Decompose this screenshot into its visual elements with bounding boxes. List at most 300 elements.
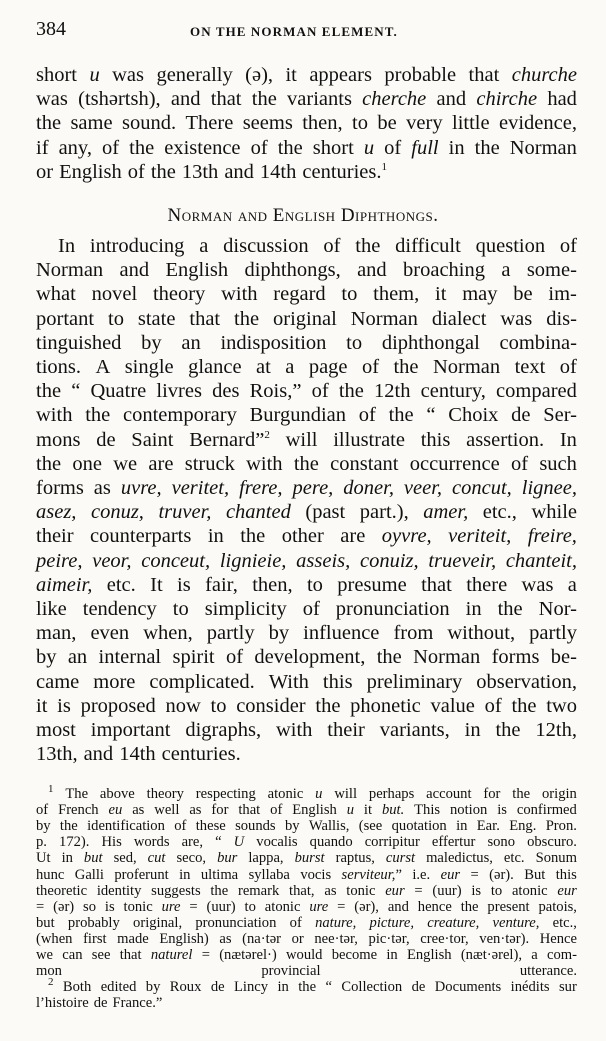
word: probable [384,64,457,86]
word: eu [108,802,123,819]
word: (ər), [354,898,379,915]
footnote-lines-line [36,818,577,834]
word: edited [100,979,137,996]
word: the [251,88,277,111]
word: little [452,112,490,135]
word: full [411,136,439,159]
paragraph2-lines-line [36,718,577,742]
word: are, [181,834,204,851]
word: cree·tor, [420,930,469,947]
word: will [334,786,358,802]
paragraph2-lines-line [36,597,577,621]
paragraph1-lines-line [36,136,577,160]
word: diphthongal [381,331,480,354]
word: = [189,898,198,915]
word: and [119,259,150,282]
word: the [298,979,317,996]
word: Eng. [509,818,537,835]
paragraph2-lines-line [36,670,577,694]
word: one [72,452,102,475]
word: as [93,477,111,499]
word: may [462,283,498,306]
word: short [312,136,354,159]
word: Norman [509,136,577,159]
word: diphthongs, [244,259,341,282]
word: and [224,160,254,183]
word: u [89,64,100,86]
paragraph2-lines-line [36,742,577,766]
word: discussion [223,235,309,257]
paragraph2-lines-line [36,476,577,500]
word: maledictus, [426,850,493,867]
word: burst [294,850,325,867]
footnote-lines-line [36,850,577,866]
word: notion [450,802,488,819]
word: But [524,866,546,883]
word: sono [487,834,516,851]
paragraph2-lines-line [36,452,577,476]
word: by [145,979,161,996]
word: in [386,947,398,963]
word: Lincy [234,979,269,996]
word: “ [426,404,436,427]
word: tinguished [36,331,122,354]
word: Ut [36,850,51,867]
word: fair, [205,573,238,596]
word: Pron. [545,818,577,835]
word: these [195,818,226,835]
word: is [104,898,115,915]
word: venture, [492,914,540,931]
word: to [346,331,363,354]
word: France.” [112,995,163,1012]
word: so [83,898,97,915]
word: churche [511,64,577,86]
word: pronunciation [195,914,277,931]
word: u [346,802,355,819]
word: proferunt [114,866,169,883]
word: the [293,452,319,475]
word: and [387,898,409,915]
word: be [377,112,397,135]
word: ultima [200,866,239,883]
word: syllaba [248,866,290,883]
word: tendency [82,598,157,620]
word: their [36,525,74,548]
word: remark [237,882,280,899]
word: for [211,802,229,819]
paragraph2-lines-line [36,549,577,573]
word: truver, [158,501,212,524]
word: l’histoire [36,995,89,1012]
word: identification [87,818,165,835]
word: “ [325,979,332,996]
word: oyvre, [381,525,432,548]
word: we [36,947,54,963]
word: (past [305,501,346,524]
word: curst [385,850,416,867]
word: the [277,136,303,159]
word: value [430,694,475,717]
paragraph1-lines-line [36,111,577,135]
word: state [137,307,176,330]
word: inédits [510,979,550,996]
word: quotation [391,818,447,835]
word: = [470,866,479,883]
word: evidence, [499,112,577,135]
word: by [284,818,300,835]
word: a [567,573,577,596]
word: that [421,573,452,596]
word: effertur [431,834,476,851]
word: a [501,259,511,282]
word: that [468,64,500,86]
word: quando [309,834,353,851]
word: atonic [267,786,304,802]
word: them, [373,283,420,306]
word: man, [36,622,77,645]
word: Hence [539,930,577,947]
word: 14th [259,160,297,183]
word: very [406,112,443,135]
word: (ə), [245,64,274,86]
word: theory [146,786,184,802]
word: then, [252,573,293,596]
word: presume [337,573,407,596]
word: important [90,719,171,741]
word: as [189,802,202,819]
word: generally [156,64,233,86]
word: of [174,818,187,835]
word: occurrence [409,452,500,475]
word: lignee, [521,477,577,499]
word: observation, [476,670,577,693]
word: combina- [499,331,577,354]
word: by [268,622,290,645]
word: consider [236,694,306,717]
word: in [456,818,468,835]
word: chanteit, [505,549,577,572]
word: short [36,64,77,86]
word: the [338,380,364,403]
word: veriteit, [448,525,512,548]
word: In [559,428,577,451]
word: Burgundian [249,404,347,427]
word: confirmed [516,802,577,819]
word: chanted [225,501,291,524]
word: of [250,136,268,159]
word: such [539,452,577,475]
word: in [465,598,482,620]
word: other [281,525,324,548]
word: (ər). [489,866,514,883]
word: words [133,834,170,851]
word: utterance. [519,963,577,980]
word: i.e. [412,866,431,883]
word: with [36,404,73,427]
word: frere, [239,477,283,499]
word: (uur) [432,882,462,899]
word: tions. [36,356,81,378]
word: become [331,947,378,963]
word: this [322,670,353,693]
word: but [36,914,55,931]
word: in [448,136,465,159]
word: nee·tər, [314,930,358,947]
word: = [201,947,210,963]
word: can [62,947,83,963]
word: English [292,802,337,819]
word: seems [242,112,293,135]
word: is [471,882,482,899]
word: suggests [151,882,201,899]
word: etc., [482,501,517,524]
word: corripitur [364,834,420,851]
word: Ear. [476,818,500,835]
word: de [96,428,116,451]
word: while [531,501,577,524]
word: amer, [423,501,469,524]
word: at [256,356,271,378]
word: but. [381,802,405,819]
word: the [59,818,78,835]
word: eur [385,882,405,899]
word: above [99,786,135,802]
word: The [65,786,89,802]
word: as [219,930,232,947]
paragraph1-lines-line [36,87,577,111]
footnote-lines-line [36,899,577,915]
word: nature, [315,914,357,931]
paragraph1-lines-line [36,63,577,87]
word: freire, [527,525,577,548]
word: picture, [369,914,414,931]
word: mons [36,428,81,451]
word: theory [152,283,206,306]
word: 1 [48,783,54,796]
word: English [406,947,452,963]
word: origin [541,786,577,802]
word: of [127,160,145,183]
word: trueveir, [428,549,497,572]
word: see [91,947,111,963]
footnote-lines-line [48,976,577,996]
word: tonic [346,882,376,899]
word: same [70,112,113,135]
word: to [490,882,503,899]
word: it [435,283,447,306]
word: English [165,259,229,282]
word: by [36,646,57,669]
word: = [414,882,423,899]
paragraph2-lines-line [36,307,577,331]
word: provincial [261,963,321,980]
word: patois, [538,898,577,915]
footnote-lines-line [48,783,577,802]
word: of [102,136,120,159]
word: etc., [552,914,577,931]
word: des [212,380,240,403]
word: well [154,802,180,819]
word: a [531,947,538,963]
word: English) [159,930,209,947]
word: veer, [403,477,443,499]
word: the [150,160,176,183]
word: of [484,694,502,717]
word: centuries. [161,743,241,766]
word: are [148,452,174,475]
paragraph1-lines-line [36,160,577,184]
word: respecting [195,786,256,802]
word: lappa, [248,850,284,867]
word: 12th, [535,719,577,741]
word: concut, [452,477,512,499]
word: creature, [427,914,480,931]
word: French [58,802,99,819]
word: seco, [176,850,207,867]
word: then, [302,112,343,135]
word: of [323,235,341,257]
paragraph2-lines-line [36,379,577,403]
word: variants, [379,719,450,741]
word: two [546,694,577,717]
paragraph2-lines-line [36,645,577,669]
word: will [285,428,318,451]
word: the [315,694,341,717]
word: (næt·ərel), [460,947,522,963]
word: it [36,694,48,717]
word: of [559,356,577,378]
word: portant [36,307,95,330]
word: and [170,88,201,111]
word: came [36,670,80,693]
word: (na·tər [242,930,282,947]
word: tonic [123,898,153,915]
word: be [513,283,533,306]
word: 13th [181,160,219,183]
word: the [355,235,381,257]
word: Sonum [535,850,577,867]
word: in [207,525,224,548]
word: sound. [121,112,177,135]
word: proposed [80,694,156,717]
word: if [36,136,49,159]
word: im- [548,283,577,306]
word: this [420,428,451,451]
paragraph2-lines-line [36,428,577,452]
word: the [36,452,62,475]
word: Roux [169,979,202,996]
word: pronunciation [335,598,450,620]
word: (see [358,818,383,835]
word: century, [420,380,486,403]
word: original [273,307,337,330]
section-heading: Norman and English Diphthongs. [167,205,439,226]
word: veritet, [171,477,230,499]
word: Quatre [90,380,147,403]
word: livres [156,380,202,403]
word: the [234,307,260,330]
word: cherche [362,88,427,111]
word: assertion. [466,428,545,451]
word: like [36,598,67,620]
word: in [61,850,73,867]
word: is [497,802,507,819]
word: forms [36,477,84,499]
word: atonic [511,882,548,899]
word: what [36,283,76,306]
word: now [165,694,201,717]
word: be- [550,646,577,669]
word: serviteur,” [341,866,402,883]
word: English [59,160,122,183]
word: de [511,404,531,427]
word: of [311,380,329,403]
word: even [90,622,130,645]
word: “ [71,380,81,403]
word: to [306,573,323,596]
word: of [270,802,283,819]
word: and [436,88,467,111]
word: we [113,452,138,475]
paragraph2-lines-line [36,573,577,597]
word: would [285,947,323,963]
paragraph2-lines-line [36,355,577,379]
word: is [177,573,191,596]
word: that [189,307,221,330]
word: obscuro. [527,834,577,851]
word: de [93,995,108,1012]
word: of [384,136,402,159]
word: the [393,356,419,378]
word: first [83,930,107,947]
word: and [83,743,114,766]
footnote-lines-line [36,834,577,850]
word: doner, [343,477,394,499]
word: dialect [431,307,487,330]
word: 172). [59,834,90,851]
word: probably [67,914,120,931]
word: Rois,” [249,380,302,403]
word: Norman [432,356,501,378]
word: broaching [403,259,486,282]
word: illustrate [333,428,405,451]
word: peire, [36,549,83,572]
word: u [315,786,323,802]
footnote-lines-line [36,867,577,883]
word: perhaps [368,786,415,802]
word: 13th, [36,743,78,766]
word: sed, [113,850,137,867]
word: de [411,979,426,996]
word: part.), [359,501,409,524]
word: internal [98,646,162,669]
word: chirche [476,88,538,111]
word: ure [161,898,181,915]
word: was [112,64,145,86]
word: Bernard”$^2$ [189,428,270,451]
word: that [119,947,142,963]
word: (when [36,930,73,947]
word: when, [143,622,193,645]
word: etc. [106,573,136,596]
footnote-lines-line [36,947,577,963]
word: the [36,112,62,135]
word: a [199,235,209,257]
word: was [36,88,68,111]
word: identity [96,882,142,899]
word: in [464,719,481,741]
